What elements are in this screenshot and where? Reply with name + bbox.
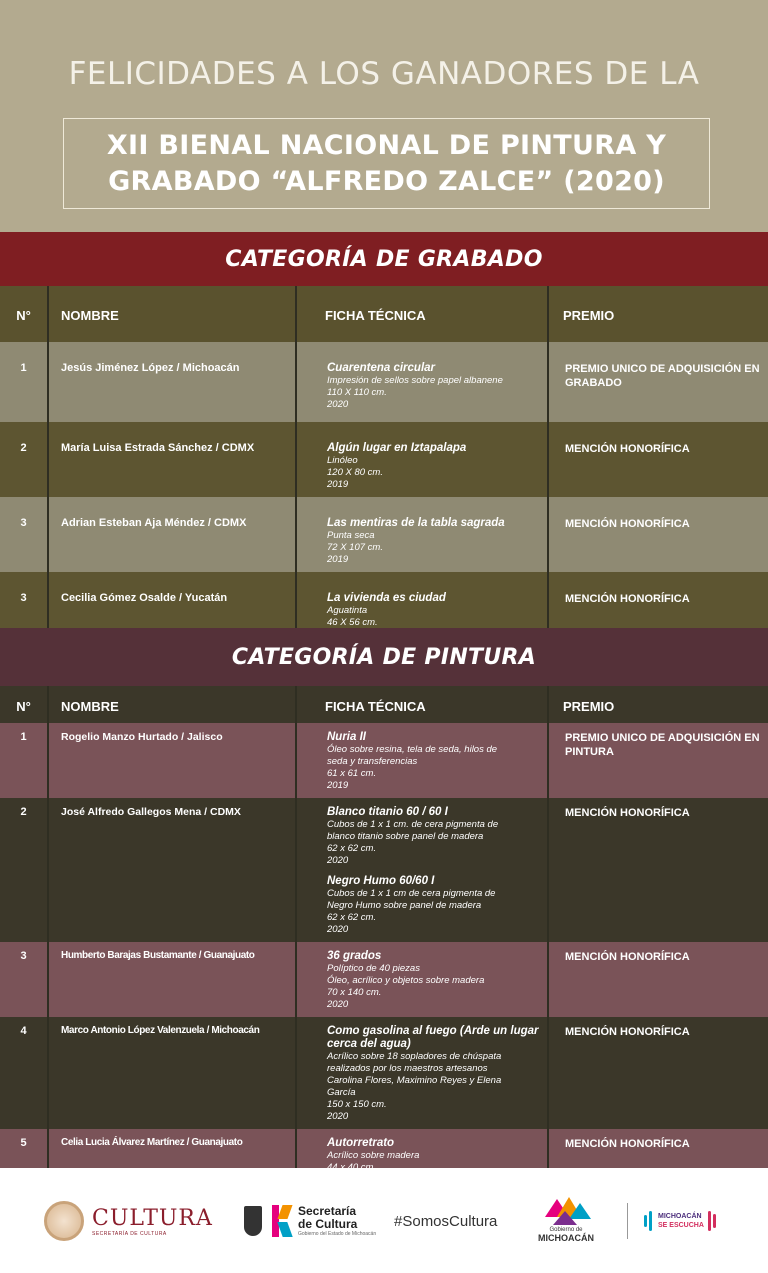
prize: MENCIÓN HONORÍFICA xyxy=(565,1026,690,1038)
secretaria-cultura-logo xyxy=(244,1196,376,1246)
work-title: Algún lugar en Iztapalapa xyxy=(327,442,467,454)
work-detail: 2020 xyxy=(327,855,349,866)
work-detail: Acrílico sobre madera xyxy=(327,1150,420,1161)
work-detail: 62 x 62 cm. xyxy=(327,843,377,854)
work-detail: 70 x 140 cm. xyxy=(327,987,382,998)
artist-name: Celia Lucia Álvarez Martínez / Guanajuato xyxy=(48,1129,296,1192)
prize: MENCIÓN HONORÍFICA xyxy=(565,807,690,819)
table-row xyxy=(0,1017,768,1129)
prize: MENCIÓN HONORÍFICA xyxy=(565,1138,690,1150)
work-detail: 2020 xyxy=(327,1111,349,1122)
row-number: 3 xyxy=(0,942,48,1017)
row-number: 4 xyxy=(0,1017,48,1129)
work-detail: Políptico de 40 piezas xyxy=(327,963,420,974)
category-pintura-band xyxy=(0,628,768,686)
work-detail: Óleo, acrílico y objetos sobre madera xyxy=(327,975,485,986)
ficha-tecnica xyxy=(296,1017,548,1129)
work-block xyxy=(327,1025,547,1123)
col-num: N° xyxy=(0,286,48,342)
work-detail: Aguatinta xyxy=(327,605,368,616)
secretaria-mark-icon xyxy=(272,1201,292,1241)
gobierno-michoacan-logo xyxy=(538,1190,594,1250)
work-detail: 46 X 56 cm. xyxy=(327,617,378,628)
work-detail: seda y transferencias xyxy=(327,756,418,767)
work-detail: 110 X 110 cm. xyxy=(327,387,387,398)
work-title: Negro Humo 60/60 I xyxy=(327,875,435,887)
work-detail: Carolina Flores, Maximino Reyes y Elena xyxy=(327,1075,502,1086)
work-block xyxy=(327,875,547,936)
category-grabado-band xyxy=(0,232,768,286)
ficha-tecnica xyxy=(296,942,548,1017)
work-detail: García xyxy=(327,1087,356,1098)
work-detail: 61 x 61 cm. xyxy=(327,768,377,779)
artist-name: Rogelio Manzo Hurtado / Jalisco xyxy=(48,723,296,798)
row-number: 5 xyxy=(0,1129,48,1192)
work-detail: 2019 xyxy=(327,479,349,490)
prize: PREMIO UNICO DE ADQUISICIÓN EN GRABADO xyxy=(565,363,760,389)
header-lead: FELICIDADES A LOS GANADORES DE LA xyxy=(68,56,700,92)
pintura-header-row xyxy=(0,686,768,723)
cultura-logo xyxy=(44,1196,213,1246)
work-detail: Punta seca xyxy=(327,530,375,541)
title-box xyxy=(63,118,710,209)
sound-waves-icon xyxy=(644,1211,654,1231)
secretaria-line-2: de Cultura xyxy=(298,1217,358,1231)
escucha-line-2: SE ESCUCHA xyxy=(658,1222,704,1229)
michoacan-star-icon xyxy=(539,1197,593,1227)
artist-name: María Luisa Estrada Sánchez / CDMX xyxy=(48,422,296,497)
work-title: 36 grados xyxy=(327,950,382,962)
work-title: Cuarentena circular xyxy=(327,362,436,374)
category-grabado-label: CATEGORÍA DE GRABADO xyxy=(225,246,543,272)
row-number: 1 xyxy=(0,723,48,798)
prize: MENCIÓN HONORÍFICA xyxy=(565,518,690,530)
work-detail: Óleo sobre resina, tela de seda, hilos de xyxy=(327,744,498,755)
mexico-seal-icon xyxy=(44,1201,84,1241)
artist-name: Jesús Jiménez López / Michoacán xyxy=(48,342,296,422)
category-pintura-label: CATEGORÍA DE PINTURA xyxy=(231,644,537,670)
work-title: La vivienda es ciudad xyxy=(327,592,446,604)
michoacan-label: MICHOACÁN xyxy=(538,1233,594,1243)
state-shield-icon xyxy=(244,1206,262,1236)
title-line-1: XII BIENAL NACIONAL DE PINTURA Y xyxy=(106,129,667,161)
work-title: Como gasolina al fuego (Arde un lugar cerca del agua) xyxy=(327,1025,539,1050)
footer-logos xyxy=(0,1168,768,1273)
work-detail: 2020 xyxy=(327,999,349,1010)
header xyxy=(0,0,768,232)
work-detail: Linóleo xyxy=(327,455,358,466)
work-title: Nuria II xyxy=(327,731,366,743)
artist-name: Adrian Esteban Aja Méndez / CDMX xyxy=(48,497,296,572)
title-line-2: GRABADO “ALFREDO ZALCE” (2020) xyxy=(108,165,665,197)
footer-separator xyxy=(627,1196,628,1246)
work-detail: 72 X 107 cm. xyxy=(327,542,383,553)
sound-waves-right-icon xyxy=(708,1211,718,1231)
cultura-subtitle: SECRETARÍA DE CULTURA xyxy=(92,1230,167,1237)
hashtag-text: #SomosCultura xyxy=(394,1212,498,1230)
work-detail: 120 X 80 cm. xyxy=(327,467,383,478)
pintura-table xyxy=(0,686,768,1192)
table-row xyxy=(0,942,768,1017)
prize: PREMIO UNICO DE ADQUISICIÓN EN PINTURA xyxy=(565,732,760,758)
col-ficha: FICHA TÉCNICA xyxy=(296,286,548,342)
prize: MENCIÓN HONORÍFICA xyxy=(565,443,690,455)
artist-name: Cecilia Gómez Osalde / Yucatán xyxy=(48,572,296,647)
work-detail: 2020 xyxy=(327,399,349,410)
row-number: 2 xyxy=(0,798,48,942)
work-title: Autorretrato xyxy=(327,1137,395,1149)
work-block xyxy=(327,731,547,792)
prize: MENCIÓN HONORÍFICA xyxy=(565,951,690,963)
col-prize: PREMIO xyxy=(563,308,615,323)
work-detail: realizados por los maestros artesanos xyxy=(327,1063,488,1074)
work-detail: Negro Humo sobre panel de madera xyxy=(327,900,482,911)
row-number: 3 xyxy=(0,497,48,572)
table-row xyxy=(0,422,768,497)
ficha-tecnica xyxy=(296,723,548,798)
table-row xyxy=(0,798,768,942)
secretaria-line-1: Secretaría xyxy=(298,1204,357,1218)
work-detail: Acrílico sobre 18 sopladores de chúspata xyxy=(327,1051,502,1062)
ficha-tecnica xyxy=(296,342,548,422)
work-detail: 2020 xyxy=(327,924,349,935)
col-name: NOMBRE xyxy=(48,286,296,342)
escucha-line-1: MICHOACÁN xyxy=(658,1213,702,1220)
row-number: 1 xyxy=(0,342,48,422)
col-name: NOMBRE xyxy=(48,686,296,723)
row-number: 3 xyxy=(0,572,48,647)
work-block xyxy=(327,950,547,1011)
ficha-tecnica xyxy=(296,798,548,942)
prize: MENCIÓN HONORÍFICA xyxy=(565,593,690,605)
work-title: Blanco titanio 60 / 60 I xyxy=(327,806,448,818)
work-detail: 62 x 62 cm. xyxy=(327,912,377,923)
work-detail: 150 x 150 cm. xyxy=(327,1099,387,1110)
work-detail: Cubos de 1 x 1 cm de cera pigmenta de xyxy=(327,888,496,899)
secretaria-subtitle: Gobierno del Estado de Michoacán xyxy=(298,1231,377,1237)
hashtag xyxy=(394,1196,497,1246)
work-title: Las mentiras de la tabla sagrada xyxy=(327,517,505,529)
col-ficha: FICHA TÉCNICA xyxy=(296,686,548,723)
work-detail: Cubos de 1 x 1 cm. de cera pigmenta de xyxy=(327,819,499,830)
table-row xyxy=(0,342,768,422)
work-detail: Impresión de sellos sobre papel albanene xyxy=(327,375,503,386)
artist-name: José Alfredo Gallegos Mena / CDMX xyxy=(48,798,296,942)
table-row xyxy=(0,723,768,798)
grabado-header-row xyxy=(0,286,768,342)
col-num: N° xyxy=(0,686,48,723)
col-prize: PREMIO xyxy=(563,699,615,714)
work-block xyxy=(327,806,547,867)
work-detail: blanco titanio sobre panel de madera xyxy=(327,831,484,842)
work-detail: 2019 xyxy=(327,554,349,565)
work-detail: 2019 xyxy=(327,780,349,791)
cultura-wordmark: CULTURA xyxy=(92,1205,213,1231)
ficha-tecnica xyxy=(296,422,548,497)
michoacan-se-escucha-logo xyxy=(644,1196,718,1246)
gobierno-label: Gobierno de xyxy=(549,1227,583,1233)
table-row xyxy=(0,497,768,572)
artist-name: Humberto Barajas Bustamante / Guanajuato xyxy=(48,942,296,1017)
row-number: 2 xyxy=(0,422,48,497)
grabado-table xyxy=(0,286,768,647)
ficha-tecnica xyxy=(296,497,548,572)
artist-name: Marco Antonio López Valenzuela / Michoacán xyxy=(48,1017,296,1129)
